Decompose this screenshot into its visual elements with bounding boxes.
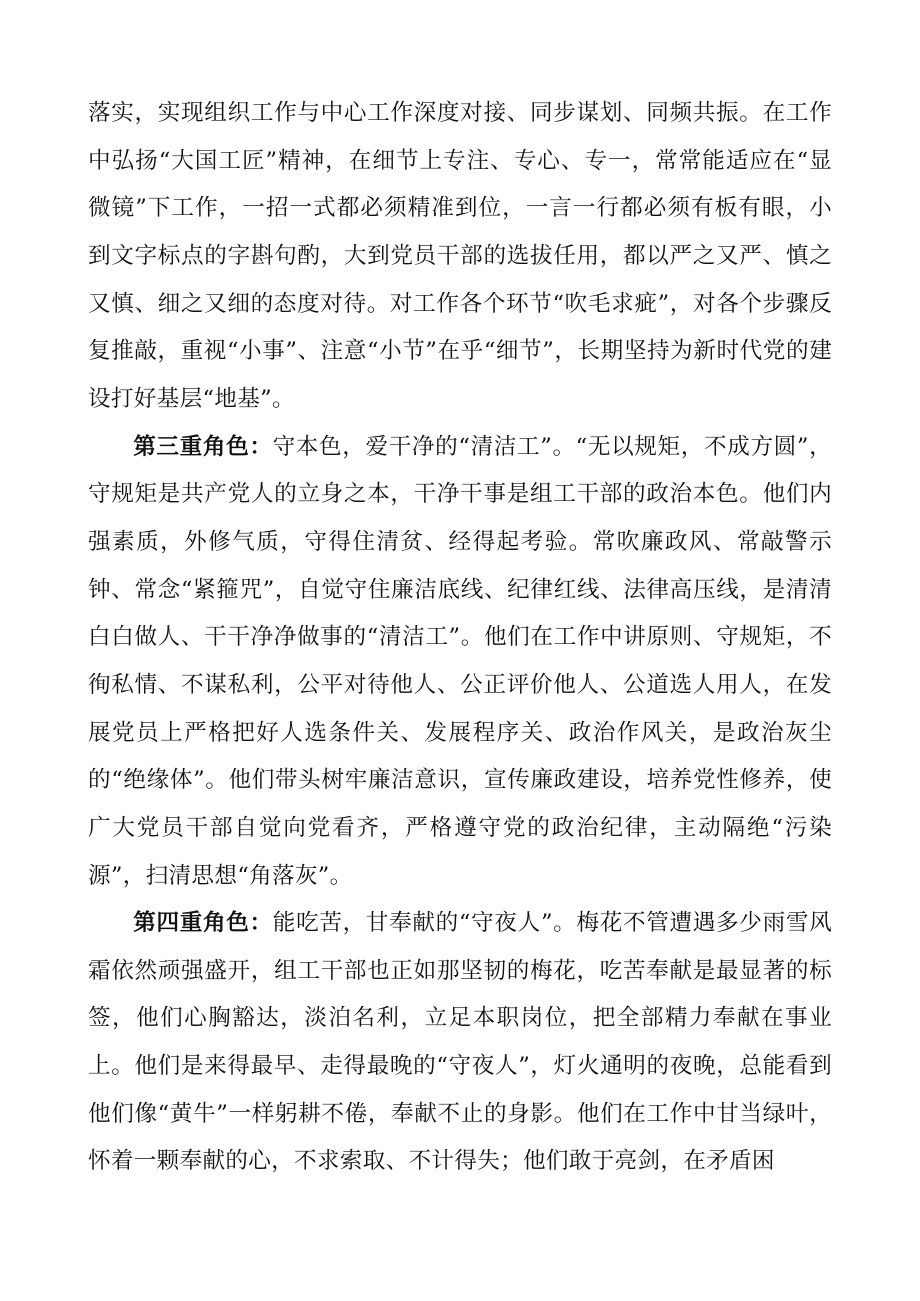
paragraph-continued: [88, 90, 832, 424]
paragraph-text: 落实，实现组织工作与中心工作深度对接、同步谋划、同频共振。在工作中弘扬“大国工匠”精神，在细节上专注、专心、专一，常常能适应在“显微镜”下工作，一招一式都必须精准到位，一言一行都必须有板有眼，小到文字标点的字斟句酌，大到党员干部的选拔任用，都以严之又严、慎之又慎、细之又细的态度对待。对工作各个环节“吹毛求疵”，对各个步骤反复推敲，重视“小事”、注意“小节”在乎“细节”，长期坚持为新时代党的建设打好基层“地基”。: [88, 100, 832, 412]
paragraph-role-three: [88, 424, 832, 901]
paragraph-text: 守本色，爱干净的“清洁工”。“无以规矩，不成方圆”，守规矩是共产党人的立身之本，干净干事是组工干部的政治本色。他们内强素质，外修气质，守得住清贫、经得起考验。常吹廉政风、常敲警示钟、常念“紧箍咒”，自觉守住廉洁底线、纪律红线、法律高压线，是清清白白做人、干干净净做事的“清洁工”。他们在工作中讲原则、守规矩，不徇私情、不谋私利，公平对待他人、公正评价他人、公道选人用人，在发展党员上严格把好人选条件关、发展程序关、政治作风关，是政治灰尘的“绝缘体”。他们带头树牢廉洁意识，宣传廉政建设，培养党性修养，使广大党员干部自觉向党看齐，严格遵守党的政治纪律，主动隔绝“污染源”，扫清思想“角落灰”。: [88, 433, 832, 889]
paragraph-role-four: [88, 900, 832, 1186]
document-body: [88, 90, 832, 1186]
paragraph-lead: 第三重角色：: [133, 433, 273, 460]
paragraph-text: 能吃苦，甘奉献的“守夜人”。梅花不管遭遇多少雨雪风霜依然顽强盛开，组工干部也正如那坚韧的梅花，吃苦奉献是最显著的标签，他们心胸豁达，淡泊名利，立足本职岗位，把全部精力奉献在事业上。他们是来得最早、走得最晚的“守夜人”，灯火通明的夜晚，总能看到他们像“黄牛”一样躬耕不倦，奉献不止的身影。他们在工作中甘当绿叶，怀着一颗奉献的心，不求索取、不计得失；他们敢于亮剑，在矛盾困: [88, 910, 832, 1175]
paragraph-lead: 第四重角色：: [133, 910, 273, 937]
